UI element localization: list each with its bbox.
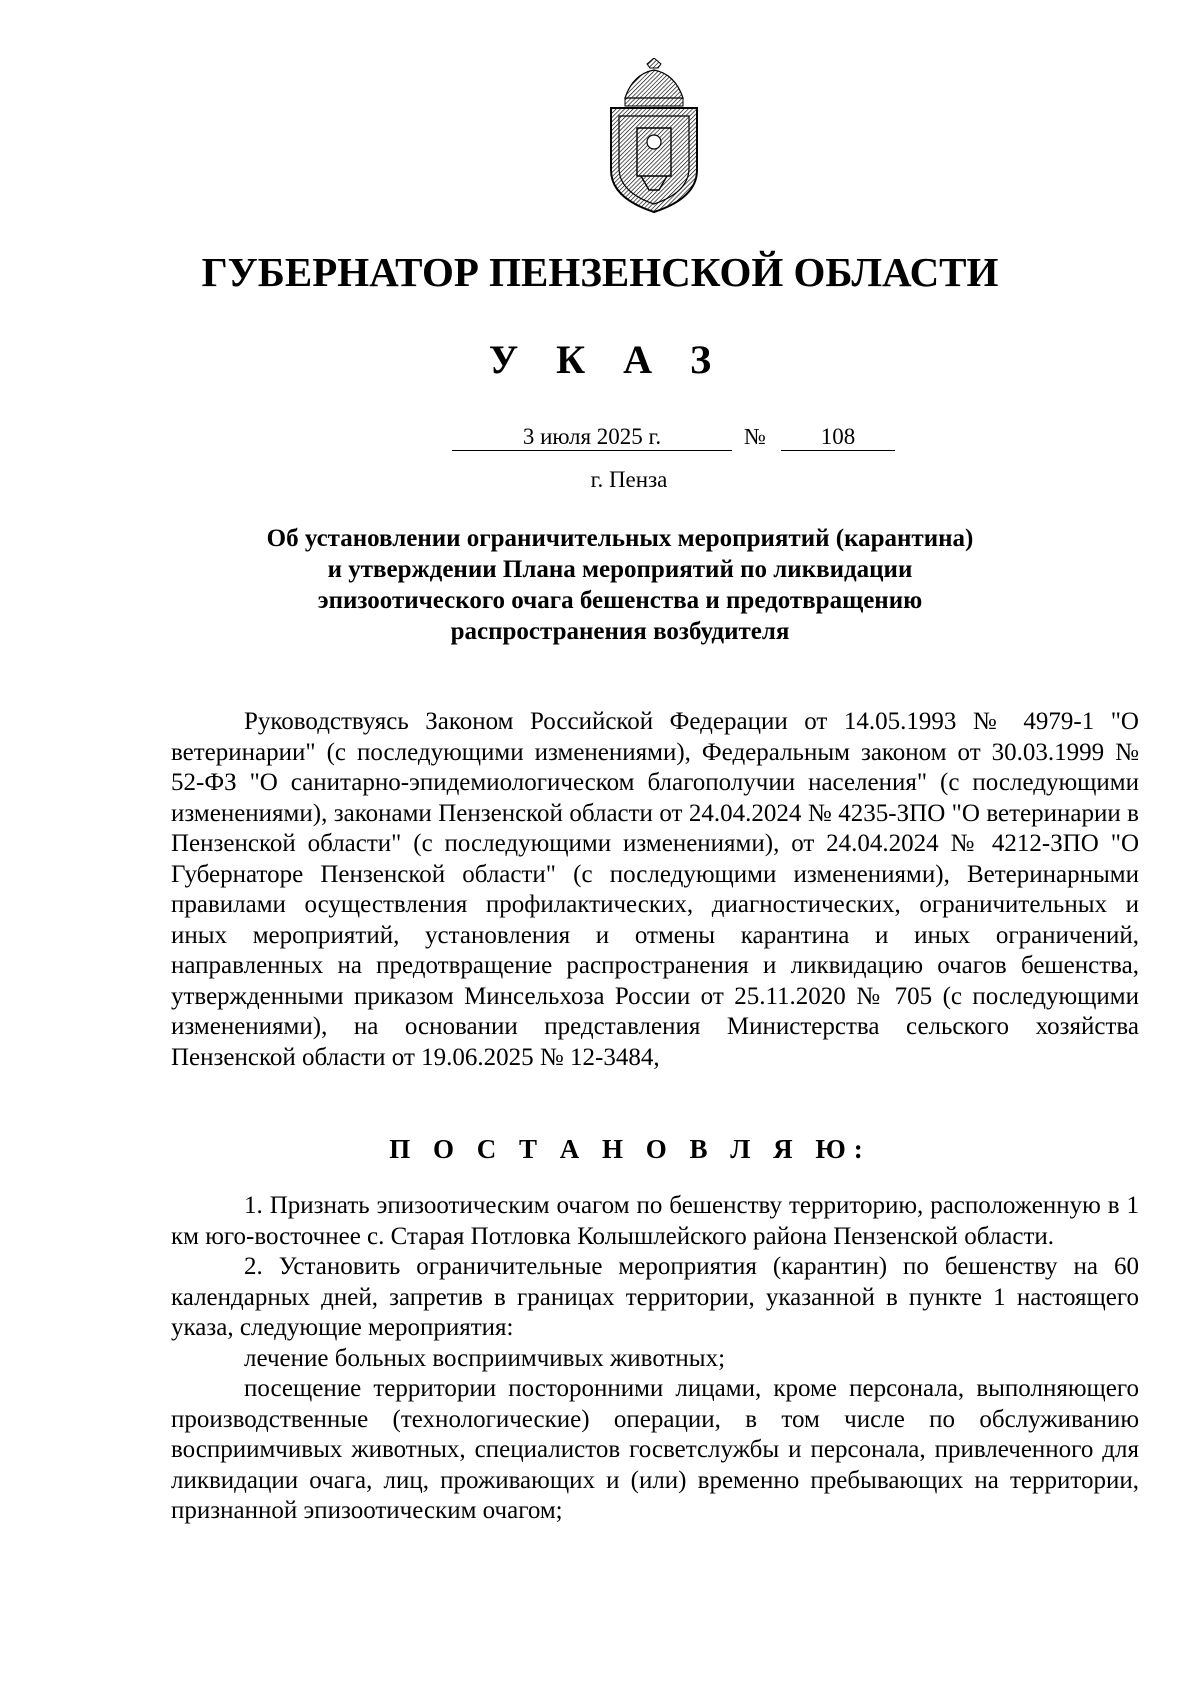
document-title (200, 523, 1040, 647)
document-number: 108 (781, 423, 895, 451)
title-line: Об установлении ограничительных мероприятий (карантина) (266, 525, 974, 552)
coat-of-arms-emblem (603, 58, 705, 214)
document-date: 3 июля 2025 г. (452, 423, 732, 451)
issue-city: г. Пенза (590, 467, 668, 492)
decree-items (171, 1191, 1139, 1527)
title-line: эпизоотического очага бешенства и предотвращению (317, 587, 923, 614)
document-type: У К А З (488, 337, 726, 382)
item-paragraph: посещение территории посторонними лицами, кроме персонала, выполняющего производственные (технологические) операции, в том числе по обслуживанию восприимчивых животных, специалистов госветслужбы и персонала, привлеченного для ликвидации очага, лиц, проживающих и (или) временно пребывающих на территории, признанной эпизоотическим очагом; (171, 1375, 1139, 1524)
issuing-authority: ГУБЕРНАТОР ПЕНЗЕНСКОЙ ОБЛАСТИ (201, 249, 999, 295)
item-paragraph: 2. Установить ограничительные мероприятия (карантин) по бешенству на 60 календарных дней, запретив в границах территории, указанной в пункте 1 настоящего указа, следующие мероприятия: (171, 1253, 1139, 1341)
number-sign: № (744, 424, 766, 449)
item-paragraph: лечение больных восприимчивых животных; (244, 1344, 726, 1372)
title-line: и утверждении Плана мероприятий по ликвидации (327, 556, 913, 583)
preamble-section (171, 707, 1139, 1073)
decree-heading: П О С Т А Н О В Л Я Ю: (389, 1134, 871, 1164)
title-line: распространения возбудителя (450, 618, 790, 645)
item-paragraph: 1. Признать эпизоотическим очагом по бешенству территорию, расположенную в 1 км юго-восточнее с. Старая Потловка Колышлейского района Пензенской области. (171, 1192, 1139, 1250)
preamble-paragraph: Руководствуясь Законом Российской Федерации от 14.05.1993 № 4979-1 "О ветеринарии" (с последующими изменениями), Федеральным законом от 30.03.1999 № 52-ФЗ "О санитарно-эпидемиологическом благополучии населения" (с последующими изменениями), законами Пензенской области от 24.04.2024 № 4235-ЗПО "О ветеринарии в Пензенской области" (с последующими изменениями), от 24.04.2024 № 4212-ЗПО "О Губернаторе Пензенской области" (с последующими изменениями), Ветеринарными правилами осуществления профилактических, диагностических, ограничительных и иных мероприятий, установления и отмены карантина и иных ограничений, направленных на предотвращение распространения и ликвидацию очагов бешенства, утвержденными приказом Минсельхоза России от 25.11.2020 № 705 (с последующими изменениями), на основании представления Министерства сельского хозяйства Пензенской области от 19.06.2025 № 12-3484, (171, 708, 1139, 1071)
